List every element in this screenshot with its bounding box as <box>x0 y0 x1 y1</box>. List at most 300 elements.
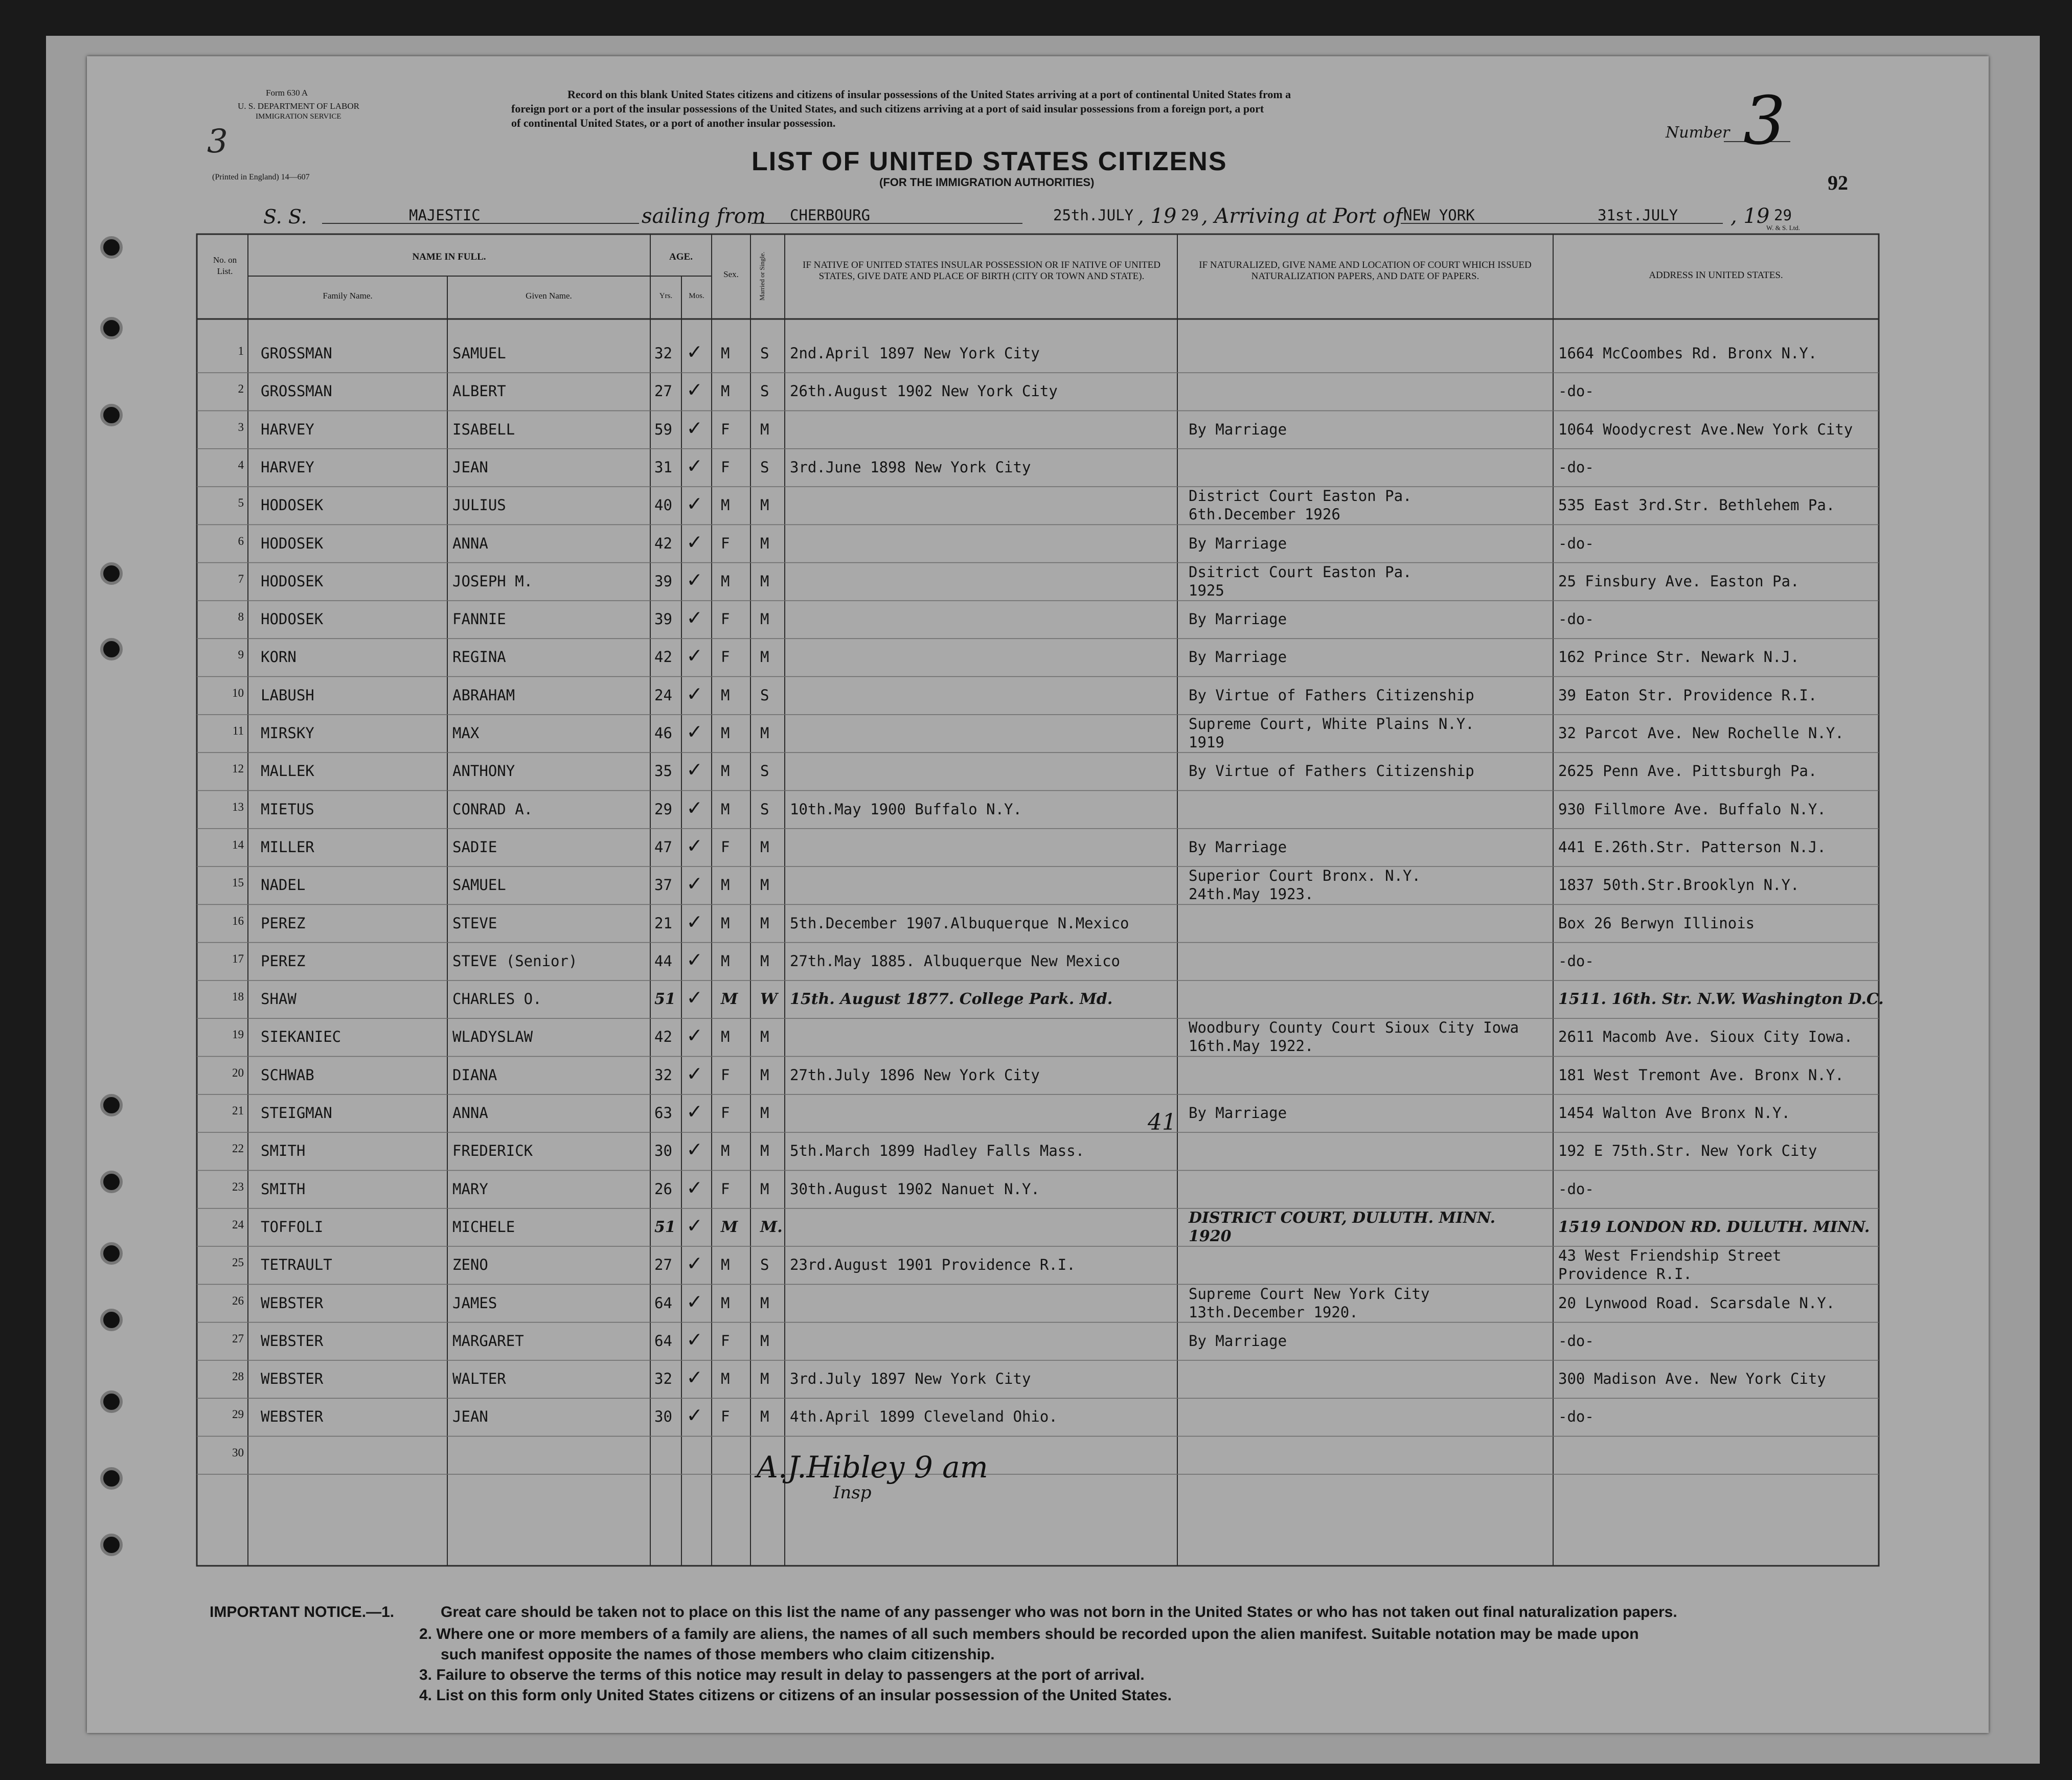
address: -do- <box>1558 1180 1594 1198</box>
printed-line: (Printed in England) 14—607 <box>212 173 310 181</box>
address: -do- <box>1558 952 1594 970</box>
address: 192 E 75th.Str. New York City <box>1558 1142 1817 1160</box>
marital-status: W <box>760 990 778 1009</box>
page-title: LIST OF UNITED STATES CITIZENS <box>752 147 1227 176</box>
port-to: NEW YORK <box>1403 207 1475 224</box>
manifest-page <box>87 56 1989 1733</box>
age-years: 30 <box>654 1142 672 1160</box>
sex: M <box>721 952 730 970</box>
row-number: 26 <box>232 1294 244 1307</box>
check-mark-icon: ✓ <box>688 414 701 441</box>
row-number: 8 <box>238 610 244 624</box>
family-name: WEBSTER <box>261 1408 324 1426</box>
age-years: 63 <box>654 1104 672 1122</box>
notice-line: 2. Where one or more members of a family are aliens, the names of all such members should be recorded upon the alien manifest. Suitable notation may be made upon <box>419 1626 1639 1642</box>
age-years: 39 <box>654 572 672 590</box>
given-name: MAX <box>452 724 480 742</box>
notice-label: IMPORTANT NOTICE.—1. <box>210 1604 395 1621</box>
year-from: 29 <box>1181 207 1199 224</box>
naturalization: By Marriage <box>1189 1104 1287 1122</box>
row-number: 22 <box>232 1142 244 1155</box>
row-number: 1 <box>238 345 244 357</box>
given-name: ZENO <box>452 1256 488 1274</box>
row-number: 28 <box>232 1370 244 1383</box>
sex: F <box>721 1066 730 1084</box>
birth-date-place: 10th.May 1900 Buffalo N.Y. <box>790 800 1022 818</box>
address: 20 Lynwood Road. Scarsdale N.Y. <box>1558 1294 1835 1312</box>
address: -do- <box>1558 458 1594 476</box>
age-years: 27 <box>654 1256 672 1274</box>
given-name: WLADYSLAW <box>452 1028 533 1046</box>
date-from: 25th.JULY <box>1053 207 1134 224</box>
family-name: SMITH <box>261 1180 306 1198</box>
age-years: 44 <box>654 952 672 970</box>
family-name: SHAW <box>261 990 297 1008</box>
family-name: NADEL <box>261 876 306 894</box>
family-name: WEBSTER <box>261 1370 324 1388</box>
marital-status: S <box>760 686 769 704</box>
row-number: 6 <box>238 534 244 547</box>
instructions-line: of continental United States, or a port of another insular possession. <box>511 117 836 129</box>
marital-status: M <box>760 648 769 666</box>
sex: F <box>721 1408 730 1426</box>
row-number: 14 <box>232 838 244 851</box>
sex: F <box>721 648 730 666</box>
birth-date-place: 15th. August 1877. College Park. Md. <box>790 990 1113 1009</box>
form-number: Form 630 A <box>266 88 308 98</box>
birth-date-place: 27th.May 1885. Albuquerque New Mexico <box>790 952 1121 970</box>
given-name: ANNA <box>452 1104 488 1122</box>
age-years: 40 <box>654 496 672 514</box>
given-name: SAMUEL <box>452 345 506 362</box>
row-number: 20 <box>232 1066 244 1079</box>
naturalization: Dsitrict Court Easton Pa. <box>1189 563 1412 581</box>
address: 2625 Penn Ave. Pittsburgh Pa. <box>1558 762 1817 780</box>
birth-date-place: 5th.March 1899 Hadley Falls Mass. <box>790 1142 1085 1160</box>
binder-hole-icon <box>100 404 123 426</box>
given-name: FANNIE <box>452 610 506 628</box>
binder-hole-icon <box>100 1534 123 1556</box>
address: 43 West Friendship Street <box>1558 1247 1782 1265</box>
sex: F <box>721 1180 730 1198</box>
check-mark-icon: ✓ <box>688 566 701 592</box>
address: 39 Eaton Str. Providence R.I. <box>1558 686 1817 704</box>
family-name: MILLER <box>261 838 314 856</box>
age-years: 37 <box>654 876 672 894</box>
year-prefix: , 19 <box>1137 204 1177 228</box>
naturalization: District Court Easton Pa. <box>1189 487 1412 505</box>
sex: M <box>721 1218 738 1236</box>
address: 181 West Tremont Ave. Bronx N.Y. <box>1558 1066 1844 1084</box>
row-number: 25 <box>232 1256 244 1269</box>
check-mark-icon: ✓ <box>688 1288 701 1314</box>
address: 441 E.26th.Str. Patterson N.J. <box>1558 838 1826 856</box>
family-name: SIEKANIEC <box>261 1028 341 1046</box>
ship-underline <box>322 223 639 224</box>
corner-mark: 3 <box>207 123 228 161</box>
address: Box 26 Berwyn Illinois <box>1558 914 1755 932</box>
age-years: 59 <box>654 420 672 438</box>
family-name: TOFFOLI <box>261 1218 324 1236</box>
given-name: STEVE (Senior) <box>452 952 578 970</box>
row-number: 30 <box>232 1446 244 1459</box>
sex: M <box>721 345 730 362</box>
sex: F <box>721 458 730 476</box>
age-years: 51 <box>654 1218 676 1236</box>
col-header-birth: IF NATIVE OF UNITED STATES INSULAR POSSESSION OR IF NATIVE OF UNITED STATES, GIVE DATE AND PLACE OF BIRTH (CITY OR TOWN AND STATE). <box>803 260 1160 282</box>
marital-status: S <box>760 1256 769 1274</box>
family-name: HARVEY <box>261 420 314 438</box>
row-number: 21 <box>232 1104 244 1117</box>
family-name: HODOSEK <box>261 572 324 590</box>
check-mark-icon: ✓ <box>688 490 701 517</box>
binder-hole-icon <box>100 236 123 259</box>
check-mark-icon: ✓ <box>688 1364 701 1390</box>
check-mark-icon: ✓ <box>688 946 701 972</box>
check-mark-icon: ✓ <box>688 604 701 631</box>
binder-hole-icon <box>100 638 123 660</box>
sex: M <box>721 876 730 894</box>
row-number: 9 <box>238 648 244 661</box>
given-name: WALTER <box>452 1370 506 1388</box>
family-name: HODOSEK <box>261 610 324 628</box>
number-value: 3 <box>1743 82 1786 159</box>
birth-date-place: 26th.August 1902 New York City <box>790 382 1058 400</box>
age-years: 21 <box>654 914 672 932</box>
page-number: 92 <box>1828 171 1848 194</box>
row-number: 2 <box>238 382 244 396</box>
age-years: 32 <box>654 1370 672 1388</box>
given-name: ISABELL <box>452 420 515 438</box>
sex: M <box>721 1294 730 1312</box>
naturalization: By Marriage <box>1189 534 1287 552</box>
family-name: KORN <box>261 648 297 666</box>
naturalization: By Marriage <box>1189 420 1287 438</box>
address: 1064 Woodycrest Ave.New York City <box>1558 420 1853 438</box>
address: 1454 Walton Ave Bronx N.Y. <box>1558 1104 1790 1122</box>
marital-status: S <box>760 800 769 818</box>
age-years: 32 <box>654 1066 672 1084</box>
given-name: ANNA <box>452 534 488 552</box>
age-years: 42 <box>654 1028 672 1046</box>
marital-status: M <box>760 724 769 742</box>
notice-line: such manifest opposite the names of those members who claim citizenship. <box>441 1646 995 1663</box>
check-mark-icon: ✓ <box>688 452 701 478</box>
address: -do- <box>1558 382 1594 400</box>
check-mark-icon: ✓ <box>688 642 701 669</box>
row-number: 23 <box>232 1180 244 1193</box>
check-mark-icon: ✓ <box>688 1136 701 1162</box>
marital-status: M. <box>760 1218 783 1236</box>
check-mark-icon: ✓ <box>688 338 701 364</box>
birth-date-place: 2nd.April 1897 New York City <box>790 345 1040 362</box>
naturalization-date: 16th.May 1922. <box>1189 1037 1314 1055</box>
family-name: MIETUS <box>261 800 314 818</box>
marital-status: M <box>760 838 769 856</box>
check-mark-icon: ✓ <box>688 1402 701 1428</box>
col-header-given: Given Name. <box>526 291 572 301</box>
instructions-line: Record on this blank United States citizens and citizens of insular possessions of the United States arriving at a port of continental United States from a <box>567 88 1291 101</box>
birth-date-place: 4th.April 1899 Cleveland Ohio. <box>790 1408 1058 1426</box>
address: 162 Prince Str. Newark N.J. <box>1558 648 1800 666</box>
age-years: 29 <box>654 800 672 818</box>
check-mark-icon: ✓ <box>688 718 701 744</box>
marital-status: M <box>760 534 769 552</box>
sex: M <box>721 800 730 818</box>
marital-status: M <box>760 1066 769 1084</box>
notice-line: 3. Failure to observe the terms of this notice may result in delay to passengers at the port of arrival. <box>419 1667 1145 1683</box>
naturalization: Supreme Court, White Plains N.Y. <box>1189 715 1474 733</box>
naturalization: By Marriage <box>1189 1332 1287 1350</box>
ss-label: S. S. <box>263 206 307 228</box>
address: 1511. 16th. Str. N.W. Washington D.C. <box>1558 990 1884 1009</box>
binder-hole-icon <box>100 1467 123 1490</box>
marital-status: M <box>760 1142 769 1160</box>
binder-hole-icon <box>100 1242 123 1265</box>
binder-hole-icon <box>100 317 123 339</box>
col-header-yrs: Yrs. <box>659 292 673 300</box>
check-mark-icon: ✓ <box>688 870 701 897</box>
birth-date-place: 27th.July 1896 New York City <box>790 1066 1040 1084</box>
check-mark-icon: ✓ <box>688 1022 701 1048</box>
sex: M <box>721 724 730 742</box>
naturalization-date: 1920 <box>1189 1227 1232 1245</box>
age-years: 42 <box>654 534 672 552</box>
number-label: Number <box>1666 124 1730 142</box>
check-mark-icon: ✓ <box>688 528 701 555</box>
row-number: 29 <box>232 1408 244 1421</box>
given-name: JOSEPH M. <box>452 572 533 590</box>
naturalization-date: 24th.May 1923. <box>1189 885 1314 903</box>
inspector-title: Insp <box>833 1482 872 1503</box>
address: -do- <box>1558 610 1594 628</box>
given-name: SAMUEL <box>452 876 506 894</box>
given-name: JEAN <box>452 1408 488 1426</box>
service-line: IMMIGRATION SERVICE <box>256 112 341 121</box>
row-number: 24 <box>232 1218 244 1231</box>
address: -do- <box>1558 1408 1594 1426</box>
given-name: MICHELE <box>452 1218 515 1236</box>
check-mark-icon: ✓ <box>688 1098 701 1124</box>
family-name: SMITH <box>261 1142 306 1160</box>
marital-status: M <box>760 1294 769 1312</box>
naturalization: Woodbury County Court Sioux City Iowa <box>1189 1019 1519 1037</box>
printer-mark: W. & S. Ltd. <box>1766 224 1800 232</box>
marital-status: M <box>760 610 769 628</box>
given-name: JAMES <box>452 1294 497 1312</box>
sex: M <box>721 496 730 514</box>
date-to: 31st.JULY <box>1598 207 1678 224</box>
address: 1519 LONDON RD. DULUTH. MINN. <box>1558 1218 1870 1236</box>
age-years: 64 <box>654 1332 672 1350</box>
sex: M <box>721 762 730 780</box>
naturalization: By Marriage <box>1189 648 1287 666</box>
col-header-address: ADDRESS IN UNITED STATES. <box>1649 270 1783 281</box>
age-years: 24 <box>654 686 672 704</box>
naturalization-date: 1925 <box>1189 581 1224 599</box>
naturalization: By Virtue of Fathers Citizenship <box>1189 686 1474 704</box>
naturalization: Superior Court Bronx. N.Y. <box>1189 867 1421 885</box>
row-number: 12 <box>232 762 244 775</box>
margin-annotation: 41 <box>1148 1109 1176 1135</box>
age-years: 26 <box>654 1180 672 1198</box>
check-mark-icon: ✓ <box>688 756 701 783</box>
address: 2611 Macomb Ave. Sioux City Iowa. <box>1558 1028 1853 1046</box>
given-name: MARY <box>452 1180 488 1198</box>
address: -do- <box>1558 1332 1594 1350</box>
family-name: LABUSH <box>261 686 314 704</box>
given-name: REGINA <box>452 648 506 666</box>
given-name: SADIE <box>452 838 497 856</box>
sex: M <box>721 686 730 704</box>
family-name: HARVEY <box>261 458 314 476</box>
inspector-signature: A.J.Hibley 9 am <box>757 1450 988 1485</box>
sailing-label: sailing from <box>642 204 766 228</box>
family-name: HODOSEK <box>261 534 324 552</box>
given-name: FREDERICK <box>452 1142 533 1160</box>
address: 32 Parcot Ave. New Rochelle N.Y. <box>1558 724 1844 742</box>
binder-hole-icon <box>100 1094 123 1116</box>
row-number: 17 <box>232 952 244 965</box>
family-name: WEBSTER <box>261 1332 324 1350</box>
col-header-name: NAME IN FULL. <box>412 252 486 262</box>
family-name: PEREZ <box>261 952 306 970</box>
marital-status: M <box>760 876 769 894</box>
check-mark-icon: ✓ <box>688 376 701 403</box>
check-mark-icon: ✓ <box>688 1250 701 1276</box>
family-name: HODOSEK <box>261 496 324 514</box>
sex: F <box>721 1104 730 1122</box>
row-number: 18 <box>232 990 244 1003</box>
marital-status: M <box>760 1104 769 1122</box>
age-years: 27 <box>654 382 672 400</box>
address: 930 Fillmore Ave. Buffalo N.Y. <box>1558 800 1826 818</box>
page-subtitle: (FOR THE IMMIGRATION AUTHORITIES) <box>879 176 1095 189</box>
address-line-2: Providence R.I. <box>1558 1265 1692 1283</box>
given-name: CHARLES O. <box>452 990 542 1008</box>
sex: M <box>721 1028 730 1046</box>
check-mark-icon: ✓ <box>688 832 701 858</box>
row-number: 10 <box>232 686 244 699</box>
marital-status: M <box>760 952 769 970</box>
birth-date-place: 3rd.June 1898 New York City <box>790 458 1031 476</box>
address: 535 East 3rd.Str. Bethlehem Pa. <box>1558 496 1835 514</box>
naturalization: By Virtue of Fathers Citizenship <box>1189 762 1474 780</box>
row-number: 19 <box>232 1028 244 1041</box>
check-mark-icon: ✓ <box>688 1326 701 1352</box>
check-mark-icon: ✓ <box>688 680 701 706</box>
marital-status: M <box>760 1180 769 1198</box>
age-years: 32 <box>654 345 672 362</box>
age-years: 35 <box>654 762 672 780</box>
marital-status: M <box>760 496 769 514</box>
given-name: MARGARET <box>452 1332 524 1350</box>
binder-hole-icon <box>100 1309 123 1331</box>
birth-date-place: 5th.December 1907.Albuquerque N.Mexico <box>790 914 1129 932</box>
sex: F <box>721 534 730 552</box>
marital-status: M <box>760 420 769 438</box>
check-mark-icon: ✓ <box>688 1212 701 1238</box>
instructions-line: foreign port or a port of the insular possessions of the United States, and such citizens arriving at a port of said insular possessions from a foreign port, a port <box>511 102 1264 115</box>
family-name: PEREZ <box>261 914 306 932</box>
check-mark-icon: ✓ <box>688 1060 701 1086</box>
col-header-age: AGE. <box>669 252 693 262</box>
marital-status: M <box>760 1408 769 1426</box>
birth-date-place: 23rd.August 1901 Providence R.I. <box>790 1256 1076 1274</box>
marital-status: M <box>760 1332 769 1350</box>
sex: F <box>721 1332 730 1350</box>
marital-status: M <box>760 914 769 932</box>
col-header-married: Married or Single. <box>758 252 766 301</box>
marital-status: S <box>760 382 769 400</box>
binder-hole-icon <box>100 1171 123 1193</box>
sex: M <box>721 1370 730 1388</box>
port-from: CHERBOURG <box>790 207 871 224</box>
year-prefix: , 19 <box>1731 204 1770 228</box>
address: 1837 50th.Str.Brooklyn N.Y. <box>1558 876 1800 894</box>
age-years: 47 <box>654 838 672 856</box>
address: -do- <box>1558 534 1594 552</box>
row-number: 5 <box>238 496 244 510</box>
naturalization-date: 6th.December 1926 <box>1189 506 1340 523</box>
address: 1664 McCoombes Rd. Bronx N.Y. <box>1558 345 1817 362</box>
naturalization-date: 13th.December 1920. <box>1189 1303 1358 1321</box>
family-name: MALLEK <box>261 762 314 780</box>
age-years: 51 <box>654 990 676 1009</box>
notice-line: Great care should be taken not to place on this list the name of any passenger who was not born in the United States or who has not taken out final naturalization papers. <box>441 1604 1677 1621</box>
naturalization-date: 1919 <box>1189 734 1224 751</box>
sex: M <box>721 572 730 590</box>
family-name: MIRSKY <box>261 724 314 742</box>
check-mark-icon: ✓ <box>688 908 701 934</box>
col-header-sex: Sex. <box>723 269 739 279</box>
sex: M <box>721 382 730 400</box>
row-number: 3 <box>238 420 244 433</box>
family-name: STEIGMAN <box>261 1104 332 1122</box>
check-mark-icon: ✓ <box>688 794 701 820</box>
sex: F <box>721 838 730 856</box>
given-name: ABRAHAM <box>452 686 515 704</box>
department-line: U. S. DEPARTMENT OF LABOR <box>238 101 359 111</box>
row-number: 27 <box>232 1332 244 1345</box>
family-name: WEBSTER <box>261 1294 324 1312</box>
sex: M <box>721 990 738 1009</box>
notice-line: 4. List on this form only United States citizens or citizens of an insular possession of the United States. <box>419 1687 1172 1704</box>
row-number: 11 <box>232 724 244 737</box>
col-header-naturalization: IF NATURALIZED, GIVE NAME AND LOCATION OF COURT WHICH ISSUED NATURALIZATION PAPERS, AND DATE OF PAPERS. <box>1199 260 1532 282</box>
birth-date-place: 3rd.July 1897 New York City <box>790 1370 1031 1388</box>
naturalization: By Marriage <box>1189 610 1287 628</box>
col-header-family: Family Name. <box>323 291 373 301</box>
family-name: SCHWAB <box>261 1066 314 1084</box>
binder-hole-icon <box>100 562 123 585</box>
family-name: GROSSMAN <box>261 345 332 362</box>
birth-date-place: 30th.August 1902 Nanuet N.Y. <box>790 1180 1040 1198</box>
age-years: 31 <box>654 458 672 476</box>
row-number: 15 <box>232 876 244 889</box>
sex: M <box>721 1142 730 1160</box>
marital-status: M <box>760 1370 769 1388</box>
address: 300 Madison Ave. New York City <box>1558 1370 1826 1388</box>
binder-hole-icon <box>100 1390 123 1413</box>
ship-name: MAJESTIC <box>409 207 481 224</box>
naturalization: By Marriage <box>1189 838 1287 856</box>
given-name: JEAN <box>452 458 488 476</box>
check-mark-icon: ✓ <box>688 984 701 1011</box>
marital-status: M <box>760 1028 769 1046</box>
sex: F <box>721 610 730 628</box>
row-number: 4 <box>238 458 244 471</box>
